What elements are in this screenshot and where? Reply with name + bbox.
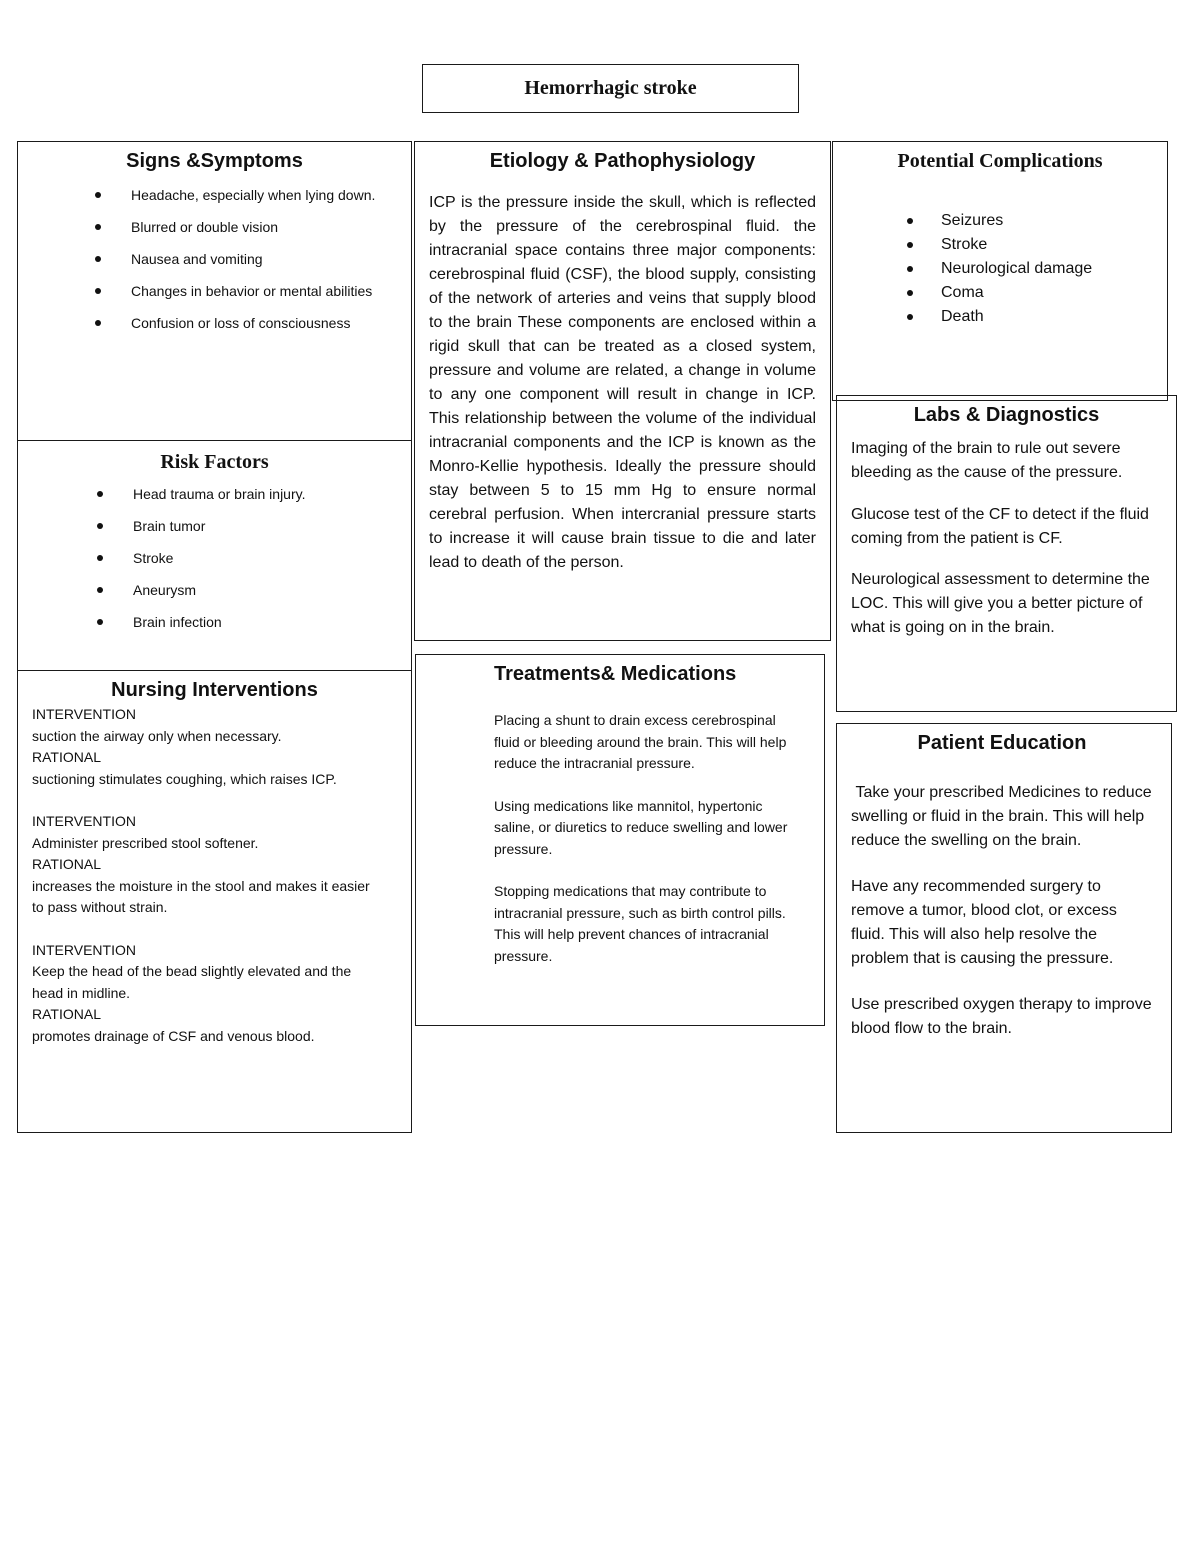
list-item: Head trauma or brain injury. [133,478,391,510]
labs-box [836,395,1177,712]
complications-box [832,141,1168,401]
intervention-label: INTERVENTION [32,941,136,958]
list-item: Death [941,305,1153,329]
page-title: Hemorrhagic stroke [524,77,697,99]
education-body [851,781,1157,1041]
etiology-heading: Etiology & Pathophysiology [489,150,756,172]
list-item: Blurred or double vision [131,211,391,243]
etiology-box [414,141,831,641]
list-item: Confusion or loss of consciousness [131,307,391,339]
labs-body [851,437,1162,640]
labs-heading: Labs & Diagnostics [913,404,1100,426]
intervention-text: Administer prescribed stool softener. [32,834,259,851]
nursing-heading: Nursing Interventions [111,679,318,701]
nursing-body [32,704,397,1047]
education-paragraph: Have any recommended surgery to remove a tumor, blood clot, or excess fluid. This will also help resolve the problem that is causing the pressure. [851,878,1117,967]
signs-symptoms-box [17,141,412,441]
education-paragraph: Take your prescribed Medicines to reduce swelling or fluid in the brain. This will help reduce the swelling on the brain. [851,784,1157,849]
intervention-text: suction the airway only when necessary. [32,727,282,744]
list-item: Nausea and vomiting [131,243,391,275]
rationale-label: RATIONAL [32,1006,101,1022]
risk-factors-box [17,440,412,671]
etiology-body: ICP is the pressure inside the skull, which is reflected by the pressure of the cerebrospinal fluid. the intracranial space contains three major components: cerebrospinal fluid (CSF), the blood supply, consisting of the network of arteries and veins that supply blood to the brain These components are enclosed within a rigid skull that can be treated as a closed system, pressure and volume are related, a change in volume to any one component will result in change in ICP. This relationship between the volume of the individual intracranial components and the ICP is known as the Monro-Kellie hypothesis. Ideally the pressure should stay between 5 to 15 mm Hg to ensure normal cerebral perfusion. When intercranial pressure starts to increase it will cause brain tissue to die and later lead to death of the person. [429,194,816,571]
education-paragraph: Use prescribed oxygen therapy to improve blood flow to the brain. [851,996,1152,1037]
list-item: Stroke [133,542,391,574]
list-item: Brain tumor [133,510,391,542]
rationale-label: RATIONAL [32,856,101,872]
list-item: Headache, especially when lying down. [131,179,391,211]
intervention-label: INTERVENTION [32,813,136,829]
list-item: Seizures [941,209,1153,233]
treatments-heading: Treatments& Medications [494,663,737,685]
list-item: Stroke [941,233,1153,257]
complications-list [847,209,1153,329]
rationale-text: increases the moisture in the stool and makes it easier to pass without strain. [32,877,370,915]
rationale-text: promotes drainage of CSF and venous blood. [32,1027,315,1044]
risk-factors-heading: Risk Factors [160,451,269,473]
treatment-paragraph: Using medications like mannitol, hypertonic saline, or diuretics to reduce swelling and lower pressure. [494,797,788,857]
rationale-text: suctioning stimulates coughing, which raises ICP. [32,770,337,787]
treatment-paragraph: Stopping medications that may contribute to intracranial pressure, such as birth control pills. This will help prevent chances of intracranial pressure. [494,883,786,964]
rationale-label: RATIONAL [32,749,101,765]
page-title-box [422,64,799,113]
labs-paragraph: Neurological assessment to determine the LOC. This will give you a better picture of what is going on in the brain. [851,571,1150,637]
list-item: Neurological damage [941,257,1153,281]
signs-symptoms-heading: Signs &Symptoms [126,150,303,172]
treatment-paragraph: Placing a shunt to drain excess cerebrospinal fluid or bleeding around the brain. This will help reduce the intracranial pressure. [494,712,787,771]
nursing-box [17,670,412,1133]
list-item: Changes in behavior or mental abilities [131,275,391,307]
treatments-box [415,654,825,1026]
labs-paragraph: Glucose test of the CF to detect if the fluid coming from the patient is CF. [851,505,1149,547]
complications-heading: Potential Complications [897,150,1103,172]
education-box [836,723,1172,1133]
signs-symptoms-list [38,179,391,339]
treatments-body [494,710,802,967]
list-item: Coma [941,281,1153,305]
risk-factors-list [38,478,391,638]
intervention-text: Keep the head of the bead slightly elevated and the head in midline. [32,963,352,1001]
labs-paragraph: Imaging of the brain to rule out severe bleeding as the cause of the pressure. [851,440,1123,481]
list-item: Aneurysm [133,574,391,606]
intervention-label: INTERVENTION [32,706,136,722]
education-heading: Patient Education [917,732,1087,754]
list-item: Brain infection [133,606,391,638]
